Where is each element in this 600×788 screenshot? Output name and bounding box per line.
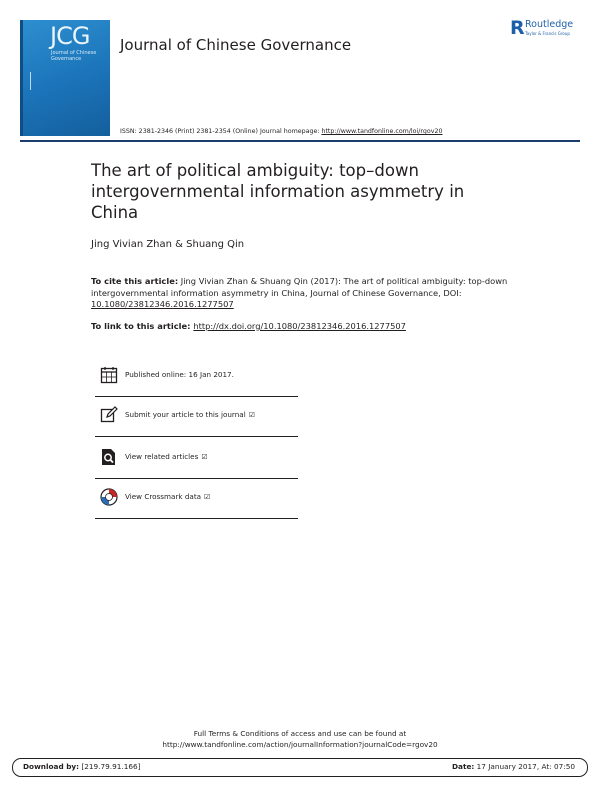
published-online-label: Published online: 16 Jan 2017. xyxy=(125,370,234,379)
related-articles-label: View related articles xyxy=(125,452,199,461)
terms-notice xyxy=(0,728,600,750)
cover-subtitle: Journal of Chinese Governance xyxy=(51,50,97,62)
cite-text: Jing Vivian Zhan & Shuang Qin (2017): The art of political ambiguity: top-down intergovernmental information asymmetry in China, Journal of Chinese Governance, DOI: xyxy=(91,276,508,298)
crossmark-link[interactable] xyxy=(125,492,210,501)
external-link-icon: ☑ xyxy=(201,453,208,461)
calendar-icon xyxy=(100,366,118,384)
journal-cover-thumbnail[interactable] xyxy=(20,20,110,136)
submit-article-link[interactable] xyxy=(125,410,255,419)
terms-link[interactable]: http://www.tandfonline.com/action/journalInformation?journalCode=rgov20 xyxy=(162,740,438,749)
related-articles-link[interactable] xyxy=(125,452,208,461)
submit-article-label: Submit your article to this journal xyxy=(125,410,246,419)
publisher-tagline: Taylor & Francis Group xyxy=(525,31,570,36)
terms-line: Full Terms & Conditions of access and use can be found at xyxy=(193,729,407,738)
cover-stripe xyxy=(20,20,23,136)
link-label: To link to this article: xyxy=(91,321,194,331)
download-info-bar xyxy=(12,758,588,777)
date-value: 17 January 2017, At: 07:50 xyxy=(474,762,575,771)
cover-logo: JCG xyxy=(50,22,90,50)
routledge-r-icon: R xyxy=(510,17,525,39)
article-title: The art of political ambiguity: top–down intergovernmental information asymmetry in China xyxy=(91,161,465,222)
download-date xyxy=(452,762,575,771)
submit-article-item[interactable] xyxy=(95,406,298,437)
header-divider xyxy=(20,140,580,142)
date-label: Date: xyxy=(452,762,475,771)
external-link-icon: ☑ xyxy=(248,411,255,419)
publisher-logo[interactable] xyxy=(510,18,588,42)
journal-title: Journal of Chinese Governance xyxy=(120,36,352,54)
article-authors: Jing Vivian Zhan & Shuang Qin xyxy=(91,239,245,250)
journal-homepage-link[interactable]: http://www.tandfonline.com/loi/rgov20 xyxy=(321,128,443,135)
cite-label: To cite this article: xyxy=(91,276,179,286)
download-info xyxy=(23,762,141,771)
edit-icon xyxy=(100,406,118,424)
crossmark-label: View Crossmark data xyxy=(125,492,202,501)
related-articles-item[interactable] xyxy=(95,448,298,479)
issn-text: ISSN: 2381-2346 (Print) 2381-2354 (Online) Journal homepage: xyxy=(120,128,322,135)
downloaded-by-label: Download by: xyxy=(23,762,80,771)
crossmark-item[interactable] xyxy=(95,488,298,519)
downloaded-by-value: [219.79.91.166] xyxy=(79,762,141,771)
article-link[interactable]: http://dx.doi.org/10.1080/23812346.2016.1277507 xyxy=(193,321,406,331)
cover-decoration xyxy=(30,72,39,90)
search-document-icon xyxy=(100,448,118,466)
citation-block xyxy=(91,276,531,311)
external-link-icon: ☑ xyxy=(204,493,211,501)
publisher-name: Routledge xyxy=(525,19,574,30)
article-link-line xyxy=(91,321,406,331)
issn-line xyxy=(120,128,442,135)
crossmark-icon xyxy=(100,488,118,506)
published-online-item xyxy=(95,366,298,397)
doi-link[interactable]: 10.1080/23812346.2016.1277507 xyxy=(91,299,234,309)
